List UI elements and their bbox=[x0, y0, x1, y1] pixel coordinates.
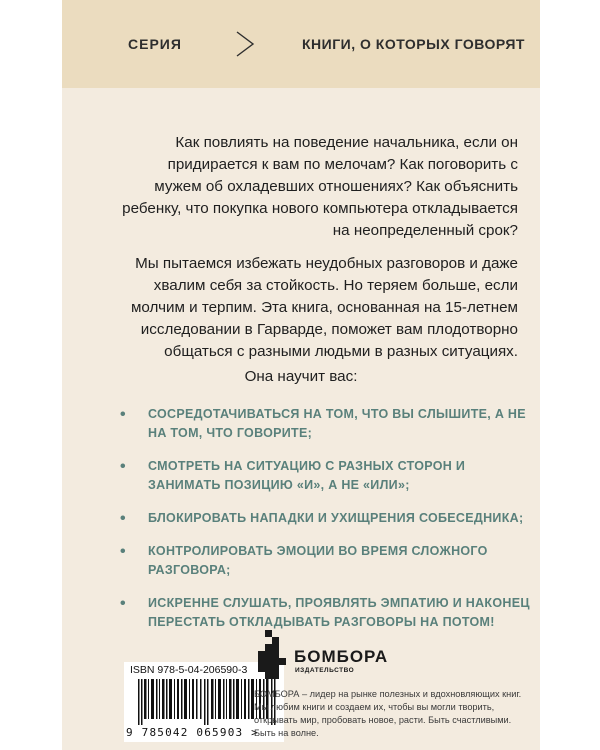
bombora-logo-icon bbox=[255, 630, 291, 686]
list-item bbox=[120, 457, 540, 495]
publisher-subtitle: ИЗДАТЕЛЬСТВО bbox=[295, 667, 355, 674]
isbn-text: ISBN 978-5-04-206590-3 bbox=[130, 664, 248, 676]
teaches-intro: Она научит вас: bbox=[244, 368, 358, 385]
list-item bbox=[120, 542, 540, 580]
bullet-icon: • bbox=[120, 406, 126, 423]
list-item-text: ИСКРЕННЕ СЛУШАТЬ, ПРОЯВЛЯТЬ ЭМПАТИЮ И НАКОНЕЦ ПЕРЕСТАТЬ ОТКЛАДЫВАТЬ РАЗГОВОРЫ НА ПОТОМ! bbox=[148, 596, 530, 629]
series-label: СЕРИЯ bbox=[128, 36, 182, 52]
publisher-description: БОМБОРА – лидер на рынке полезных и вдохновляющих книг. Мы любим книги и создаем их, чтобы вы могли творить, открывать мир, пробовать новое, расти. Быть счастливыми. Быть на волне. bbox=[254, 689, 522, 738]
list-item-text: БЛОКИРОВАТЬ НАПАДКИ И УХИЩРЕНИЯ СОБЕСЕДНИКА; bbox=[148, 511, 524, 525]
bullet-icon: • bbox=[120, 510, 126, 527]
barcode-digits: 9 785042 065903 > bbox=[126, 726, 259, 739]
skills-list bbox=[120, 405, 540, 646]
list-item-text: СМОТРЕТЬ НА СИТУАЦИЮ С РАЗНЫХ СТОРОН И ЗАНИМАТЬ ПОЗИЦИЮ «И», А НЕ «ИЛИ»; bbox=[148, 459, 466, 492]
list-item bbox=[120, 405, 540, 443]
list-item bbox=[120, 509, 540, 528]
chevron-right-icon bbox=[234, 30, 256, 58]
publisher-name: БОМБОРА bbox=[294, 647, 389, 666]
series-name: КНИГИ, О КОТОРЫХ ГОВОРЯТ bbox=[302, 36, 525, 52]
bullet-icon: • bbox=[120, 458, 126, 475]
series-bar bbox=[62, 0, 540, 88]
bullet-icon: • bbox=[120, 595, 126, 612]
list-item-text: КОНТРОЛИРОВАТЬ ЭМОЦИИ ВО ВРЕМЯ СЛОЖНОГО РАЗГОВОРА; bbox=[148, 544, 488, 577]
body-paragraph: Мы пытаемся избежать неудобных разговоров и даже хвалим себя за стойкость. Но теряем больше, если молчим и терпим. Эта книга, основанная на 15-летнем исследовании в Гарварде, поможет вам плодотворно общаться с разными людьми в разных ситуациях. bbox=[130, 255, 518, 360]
lead-paragraph: Как повлиять на поведение начальника, если он придирается к вам по мелочам? Как поговорить с мужем об охладевших отношениях? Как объяснить ребенку, что покупка нового компьютера откладывается на неопределенный срок? bbox=[122, 134, 518, 239]
list-item bbox=[120, 594, 540, 632]
book-back-cover bbox=[62, 0, 540, 750]
bullet-icon: • bbox=[120, 543, 126, 560]
list-item-text: СОСРЕДОТАЧИВАТЬСЯ НА ТОМ, ЧТО ВЫ СЛЫШИТЕ, А НЕ НА ТОМ, ЧТО ГОВОРИТЕ; bbox=[148, 407, 526, 440]
